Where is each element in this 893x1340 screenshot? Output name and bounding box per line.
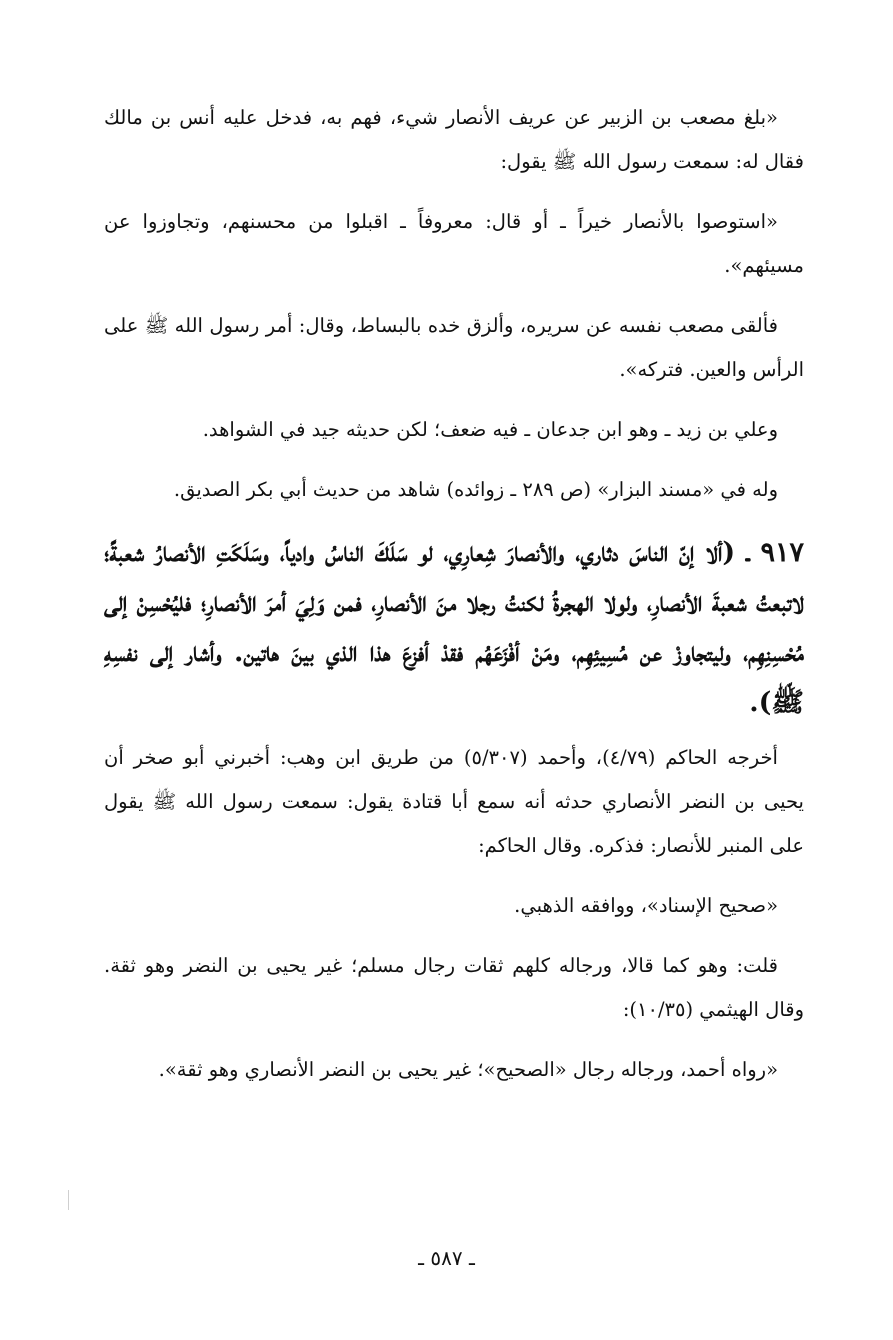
paragraph-bazzar: وله في «مسند البزار» (ص ٢٨٩ ـ زوائده) شاهد من حديث أبي بكر الصديق.	[173, 478, 778, 501]
hadith-number: ٩١٧	[760, 537, 804, 568]
paragraph-mus-ab-response: فألقى مصعب نفسه عن سريره، وألزق خده بالبساط، وقال: أمر رسول الله ﷺ على الرأس والعين. فتركه».	[104, 314, 804, 381]
paragraph-ali-ibn-zayd: وعلي بن زيد ـ وهو ابن جدعان ـ فيه ضعف؛ لكن حديثه جيد في الشواهد.	[202, 418, 778, 441]
paragraph-takhrij: أخرجه الحاكم (٤/٧٩)، وأحمد (٥/٣٠٧) من طريق ابن وهب: أخبرني أبو صخر أن يحيى بن النضر الأنصاري حدثه أنه سمع أبا قتادة يقول: سمعت رسول الله ﷺ يقول على المنبر للأنصار: فذكره. وقال الحاكم:	[104, 746, 804, 857]
paragraph-hakim-grading: «صحيح الإسناد»، ووافقه الذهبي.	[514, 894, 778, 917]
page-number: ـ ٥٨٧ ـ	[418, 1246, 475, 1270]
paragraph-hadith-quote: «استوصوا بالأنصار خيراً ـ أو قال: معروفاً ـ اقبلوا من محسنهم، وتجاوزوا عن مسيئهم».	[104, 210, 804, 277]
margin-mark	[68, 1190, 69, 1210]
paragraph-author-note: قلت: وهو كما قالا، ورجاله كلهم ثقات رجال مسلم؛ غير يحيى بن النضر وهو ثقة. وقال الهيثمي (١٠/٣٥):	[104, 954, 804, 1021]
hadith-text: ـ (ألا إنّ الناسَ دثاري، والأنصارَ شِعارِي، لو سَلَكَ الناسُ وادياً، وسَلَكَتِ الأنصارُ شعبةً؛ لاتبعتُ شعبةَ الأنصارِ، ولولا الهجرةُ لكنتُ رجلا منَ الأنصارِ، فمن وَلِيَ أمرَ الأنصارِ؛ فليُحْسِنْ إلى مُحْسِنِهِم، وليتجاوزْ عن مُسِيئِهِم، ومَنْ أفْزَعَهُم فقدْ أفزعَ هذا الذي بينَ هاتين. وأشار إلى نفسِهِ ﷺ).	[104, 537, 804, 718]
page-body	[104, 96, 804, 1108]
paragraph-haythami-quote: «رواه أحمد، ورجاله رجال «الصحيح»؛ غير يحيى بن النضر الأنصاري وهو ثقة».	[158, 1058, 778, 1081]
paragraph-mus-ab-story: «بلغ مصعب بن الزبير عن عريف الأنصار شيء، فهم به، فدخل عليه أنس بن مالك فقال له: سمعت رسول الله ﷺ يقول:	[104, 106, 804, 173]
hadith-917	[104, 528, 804, 728]
